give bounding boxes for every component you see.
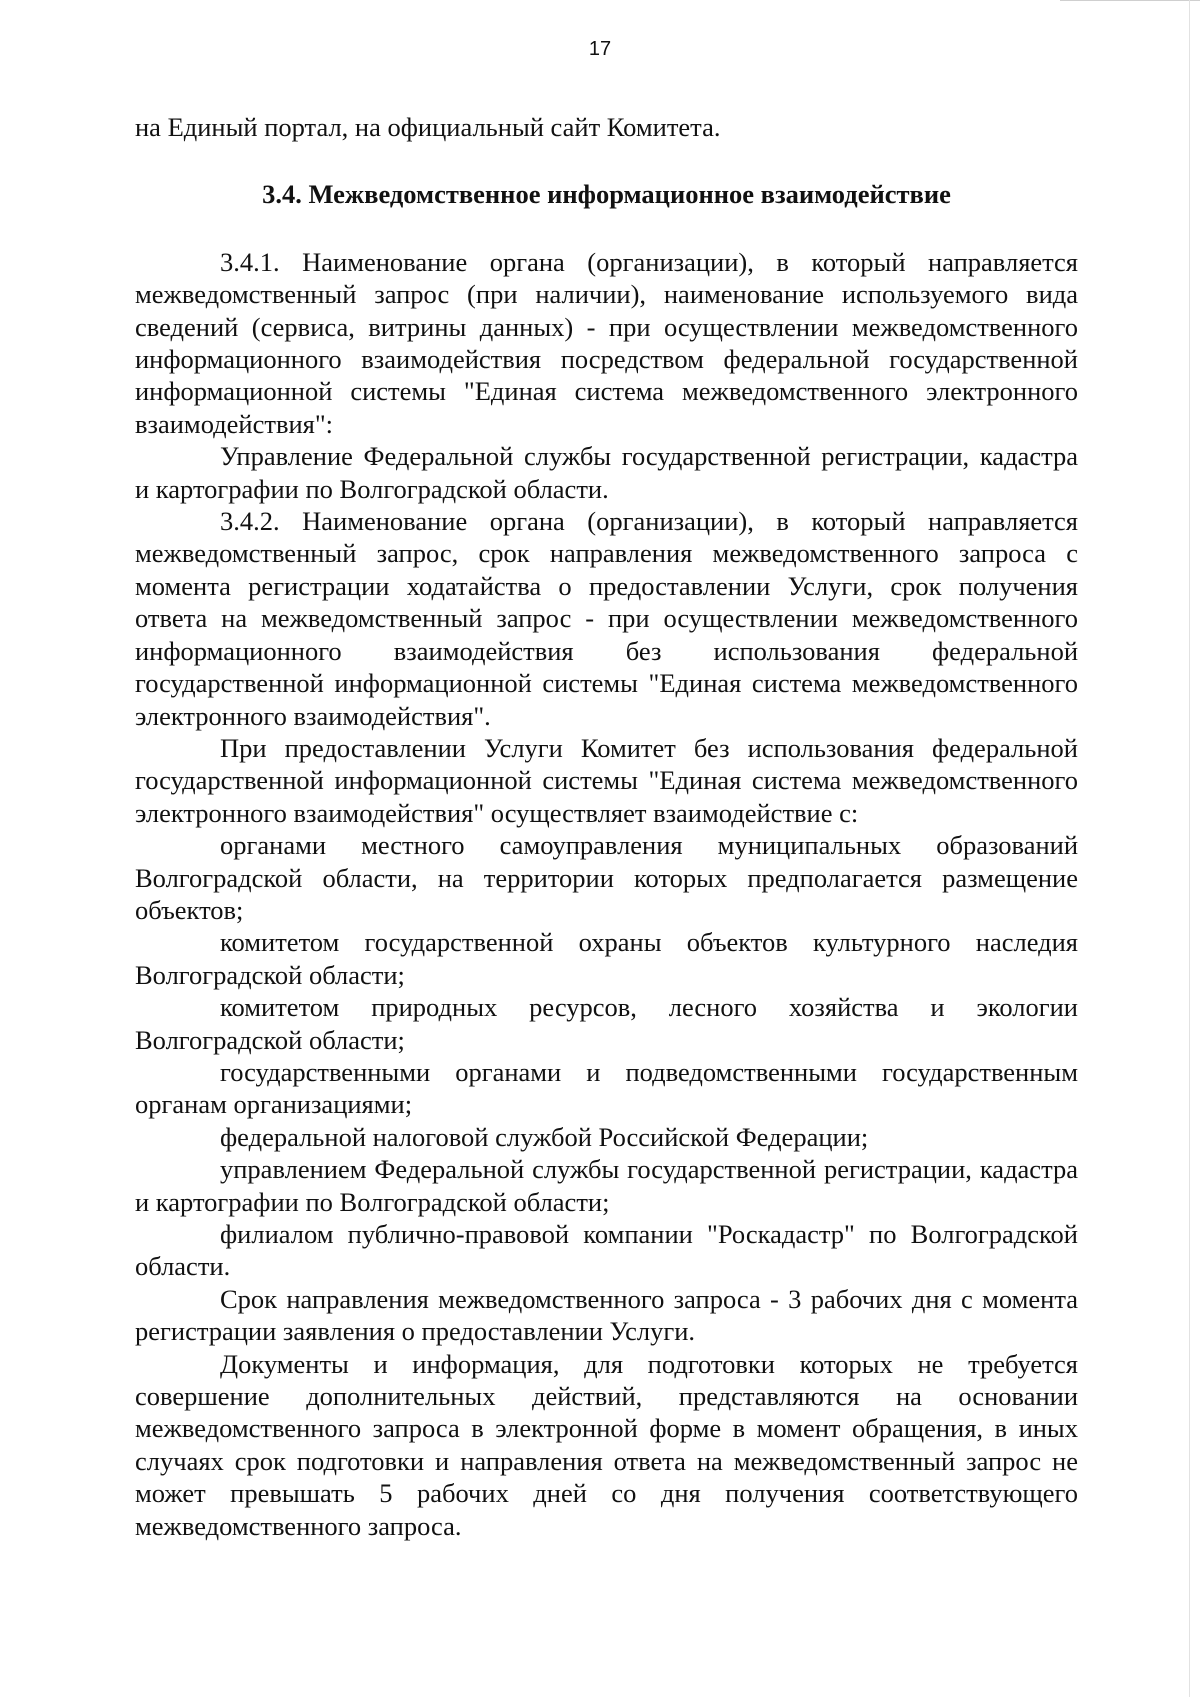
paragraph-3-4-1: 3.4.1. Наименование органа (организации), в который направляется межведомственный запрос (при наличии), наименование используемого вида сведений (сервиса, витрины данных) - при осуществлении межведомственного информационного взаимодействия посредством федеральной государственной информационной системы "Единая система межведомственного электронного взаимодействия":: [135, 246, 1078, 439]
page-number: 17: [588, 38, 612, 60]
paragraph-request-deadline: Срок направления межведомственного запроса - 3 рабочих дня с момента регистрации заявления о предоставлении Услуги.: [135, 1283, 1078, 1347]
document-body: [135, 111, 1078, 1542]
scan-edge: [1189, 0, 1190, 1697]
paragraph-interaction-intro: При предоставлении Услуги Комитет без использования федеральной государственной информационной системы "Единая система межведомственного электронного взаимодействия" осуществляет взаимодействие с:: [135, 732, 1078, 828]
list-item-rosreestr-office: управлением Федеральной службы государственной регистрации, кадастра и картографии по Волгоградской области;: [135, 1154, 1078, 1217]
section-heading: 3.4. Межведомственное информационное взаимодействие: [262, 179, 951, 210]
list-item-tax-service: федеральной налоговой службой Российской Федерации;: [220, 1121, 869, 1152]
list-item-heritage-committee: комитетом государственной охраны объектов культурного наследия Волгоградской области;: [135, 927, 1078, 990]
intro-line: на Единый портал, на официальный сайт Комитета.: [135, 112, 721, 142]
paragraph-3-4-2: 3.4.2. Наименование органа (организации), в который направляется межведомственный запрос, срок направления межведомственного запроса с момента регистрации ходатайства о предоставлении Услуги, срок получения ответа на межведомственный запрос - при осуществлении межведомственного информационного взаимодействия без использования федеральной государственной информационной системы "Единая система межведомственного электронного взаимодействия".: [135, 506, 1078, 731]
list-item-roskadastr: филиалом публично-правовой компании "Роскадастр" по Волгоградской области.: [135, 1219, 1078, 1282]
scan-edge: [1060, 0, 1200, 5]
list-item-state-bodies: государственными органами и подведомственными государственным органам организациями;: [135, 1056, 1078, 1120]
list-item-local-government: органами местного самоуправления муниципальных образований Волгоградской области, на территории которых предполагается размещение объектов;: [135, 830, 1078, 925]
list-item-natural-resources-committee: комитетом природных ресурсов, лесного хозяйства и экологии Волгоградской области;: [135, 992, 1078, 1055]
paragraph-rosreestr: Управление Федеральной службы государственной регистрации, кадастра и картографии по Волгоградской области.: [135, 441, 1078, 504]
paragraph-response-deadline: Документы и информация, для подготовки которых не требуется совершение дополнительных действий, представляются на основании межведомственного запроса в электронной форме в момент обращения, в иных случаях срок подготовки и направления ответа на межведомственный запрос не может превышать 5 рабочих дней со дня получения соответствующего межведомственного запроса.: [135, 1348, 1078, 1541]
